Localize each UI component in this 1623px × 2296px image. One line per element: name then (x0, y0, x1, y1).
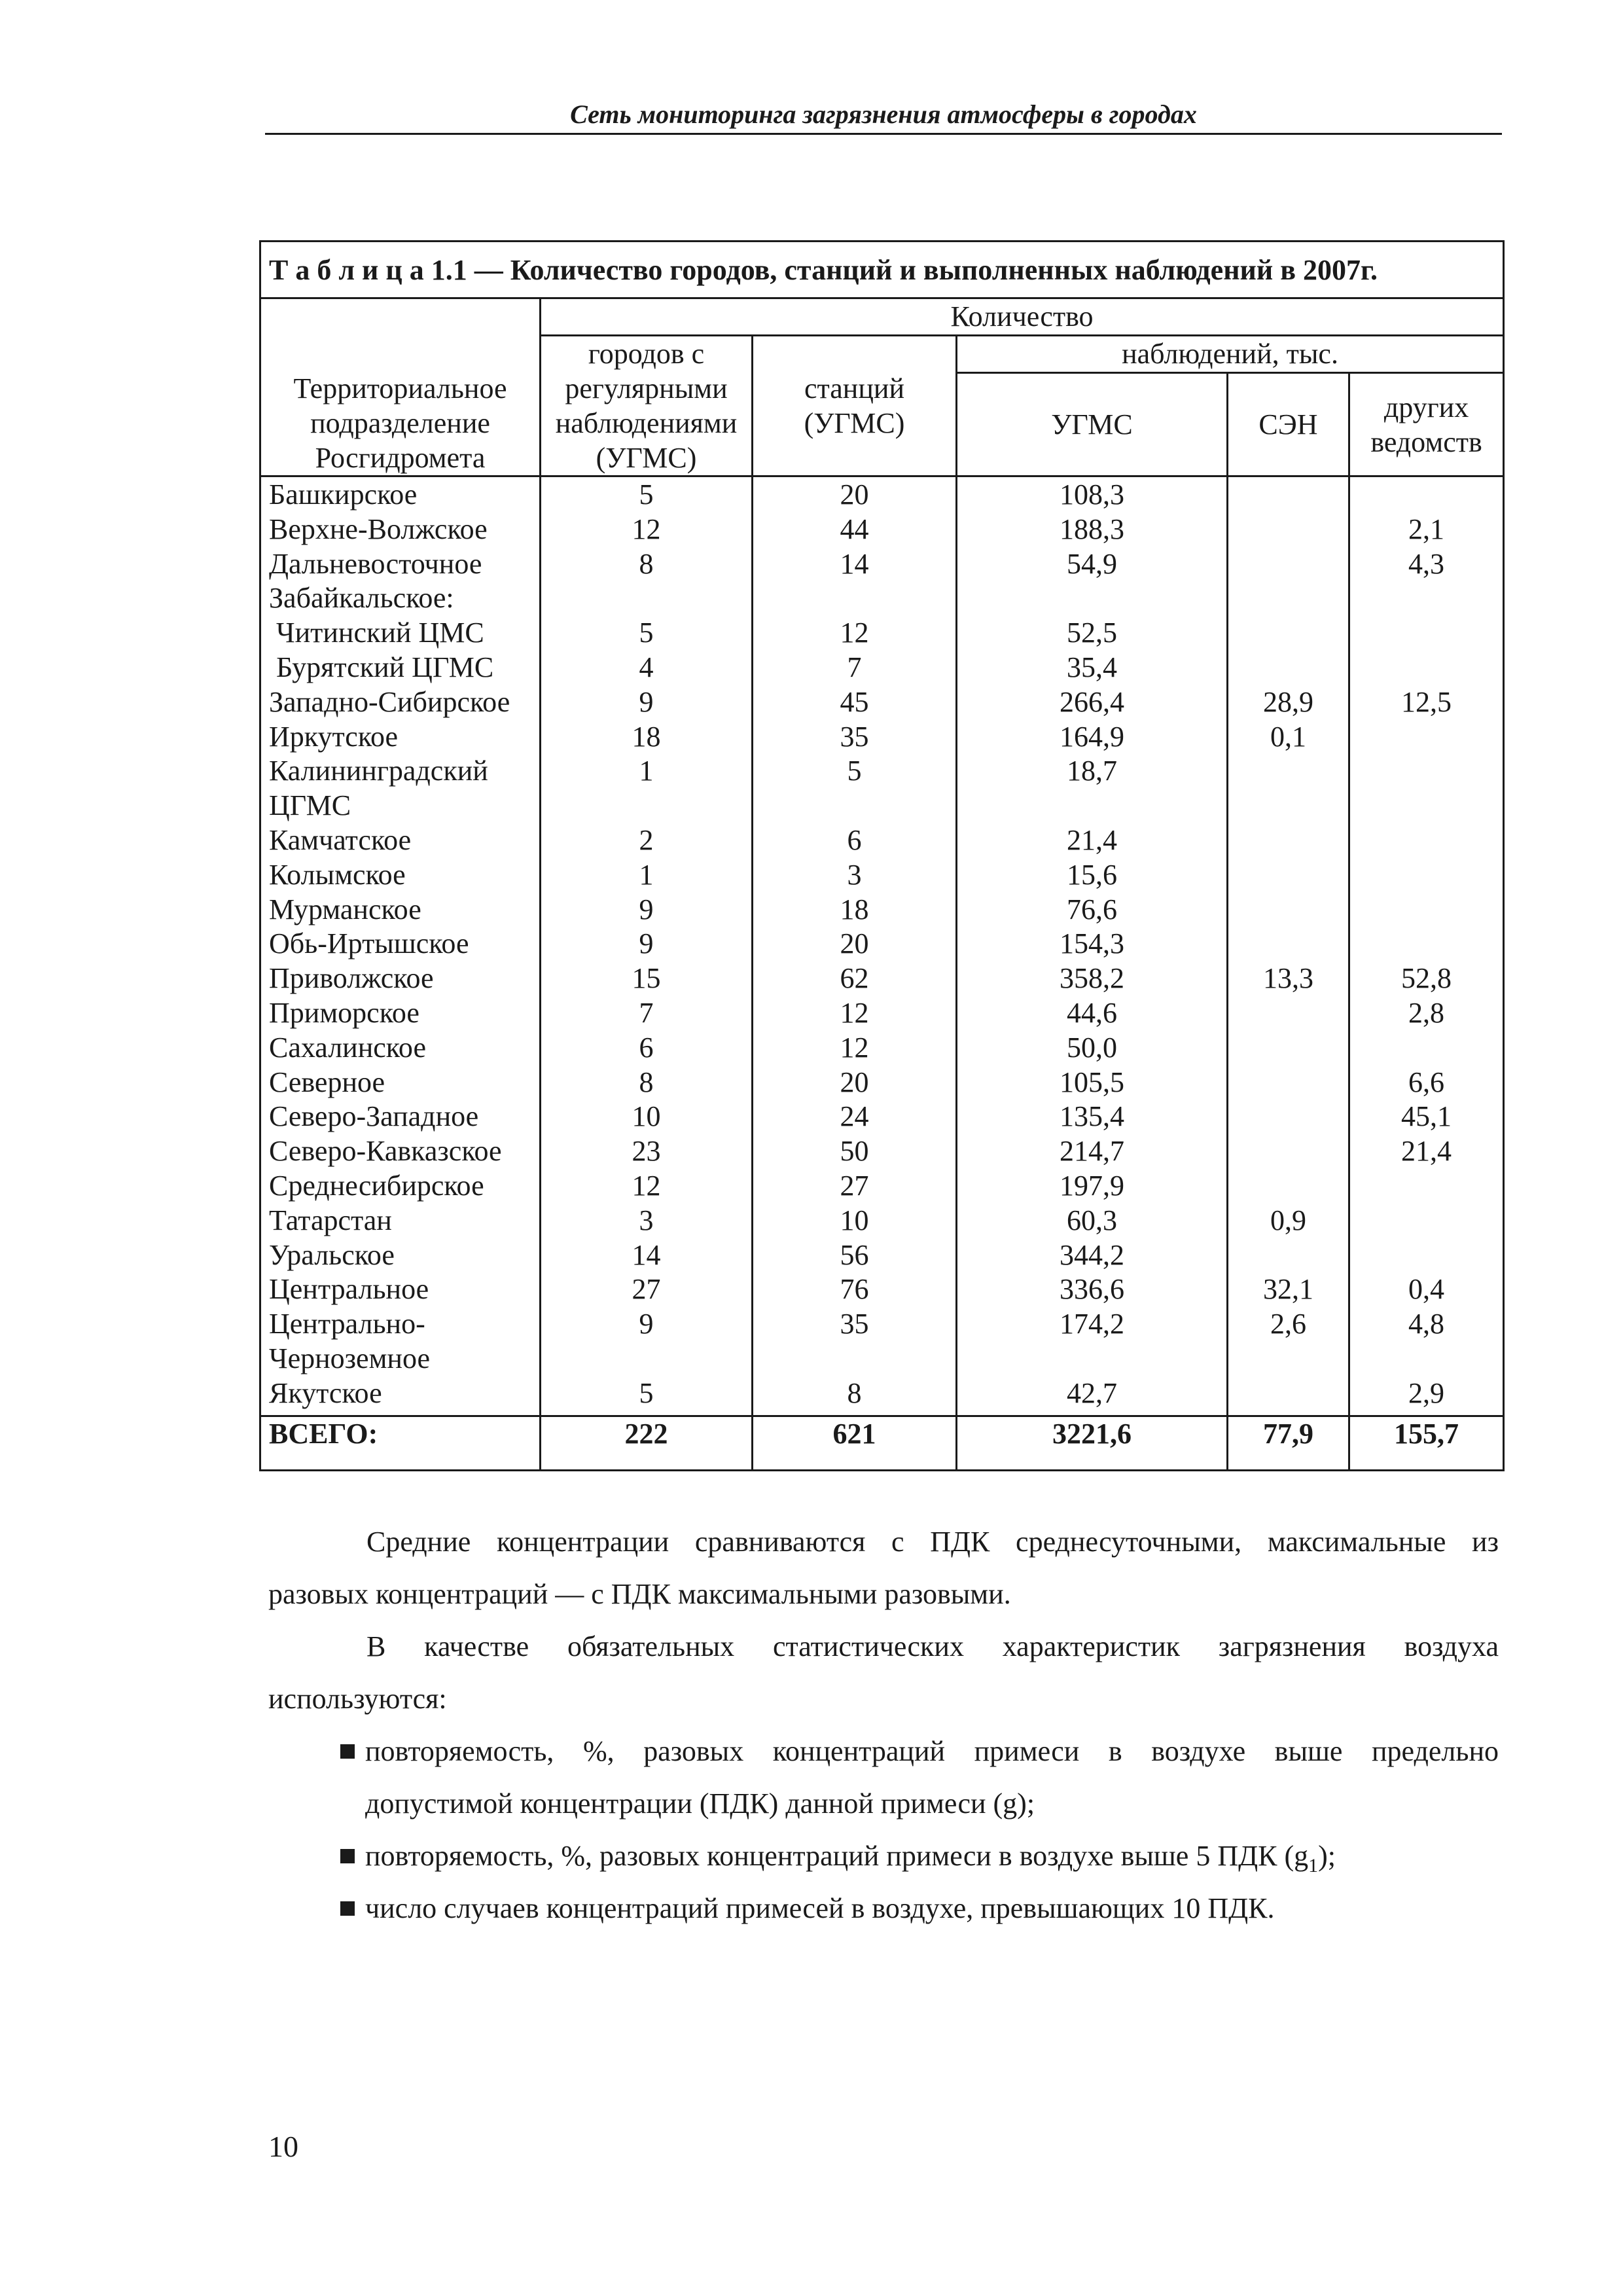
table-cell-name: Татарстан (269, 1204, 392, 1236)
table-cell-name: Северное (269, 1066, 385, 1098)
table-cell-ugms: 15,6 (1067, 858, 1117, 891)
table-cell-ugms: 344,2 (1060, 1238, 1124, 1271)
table-cell-name: Северо-Западное (269, 1100, 479, 1133)
table-cell-ugms: 50,0 (1067, 1031, 1117, 1064)
table-cell-sen (1228, 858, 1348, 893)
table-cell-name: Забайкальское: (269, 582, 454, 615)
table-cell-other (1350, 616, 1503, 651)
table-cell-stations: 76 (840, 1273, 869, 1306)
table-cell-name: Сахалинское (269, 1031, 427, 1064)
table-cell-stations: 35 (840, 720, 869, 753)
table-cell-stations (753, 1342, 955, 1376)
table-cell-name: Черноземное (269, 1342, 431, 1374)
bullet-item (365, 1725, 1499, 1830)
table-cell-sen (1228, 581, 1348, 616)
paragraph-2-line-2: используются: (268, 1683, 447, 1715)
column-other (1349, 476, 1504, 1416)
table-cell-name: Центрально- (269, 1308, 425, 1340)
table-cell-sen (1228, 1066, 1348, 1100)
table-cell-cities: 5 (639, 1376, 654, 1409)
table-cell-stations: 12 (840, 996, 869, 1029)
table-cell-sen (1228, 1031, 1348, 1066)
table-cell-other (1350, 858, 1503, 893)
table-cell-cities: 8 (639, 1066, 654, 1098)
col-header-cities-l4: (УГМС) (596, 442, 697, 474)
table-cell-ugms: 76,6 (1067, 893, 1117, 925)
table-cell-other (1350, 927, 1503, 961)
page-number: 10 (268, 2130, 298, 2163)
table-cell-other (1350, 754, 1503, 789)
square-bullet-icon (340, 1849, 355, 1863)
col-header-other-l2: ведомств (1370, 425, 1482, 458)
total-other: 155,7 (1349, 1416, 1504, 1470)
column-cities (541, 476, 753, 1416)
stations-table (259, 240, 1505, 1471)
col-header-territory-l1: Территориальное (293, 372, 507, 404)
table-cell-sen (1228, 1169, 1348, 1204)
table-cell-cities: 3 (639, 1204, 654, 1236)
bullet-1-line-2: допустимой концентрации (ПДК) данной примеси (g); (365, 1787, 1035, 1820)
table-cell-sen (1228, 512, 1348, 547)
paragraph-2-line-1: В качестве обязательных статистических характеристик загрязнения воздуха (366, 1630, 1499, 1662)
column-ugms (957, 476, 1228, 1416)
table-cell-ugms: 52,5 (1067, 617, 1117, 649)
col-header-quantity: Количество (541, 298, 1504, 336)
column-stations (753, 476, 957, 1416)
bullet-2-text (365, 1840, 1336, 1876)
table-cell-stations: 5 (847, 755, 862, 787)
total-ugms: 3221,6 (957, 1416, 1228, 1470)
table-cell-stations (753, 789, 955, 823)
square-bullet-icon (340, 1901, 355, 1916)
col-header-other-l1: других (1383, 391, 1469, 423)
table-cell-sen: 2,6 (1270, 1308, 1306, 1340)
table-cell-other (1350, 1031, 1503, 1066)
table-cell-other (1350, 1342, 1503, 1376)
col-header-cities-l2: регулярными (565, 372, 728, 404)
table-cell-name: Дальневосточное (269, 547, 482, 580)
table-cell-stations: 3 (847, 858, 862, 891)
table-cell-stations: 8 (847, 1376, 862, 1409)
table-cell-cities (541, 1342, 751, 1376)
table-cell-stations: 12 (840, 617, 869, 649)
table-cell-ugms: 35,4 (1067, 651, 1117, 683)
table-cell-stations: 18 (840, 893, 869, 925)
table-cell-other: 52,8 (1401, 962, 1452, 995)
col-header-stations-l2: (УГМС) (804, 407, 905, 439)
table-cell-name: Башкирское (269, 478, 418, 511)
table-cell-cities: 1 (639, 858, 654, 891)
total-stations: 621 (753, 1416, 957, 1470)
table-cell-stations: 62 (840, 962, 869, 995)
table-cell-sen (1228, 1238, 1348, 1273)
table-cell-sen (1228, 893, 1348, 927)
col-header-cities-l1: городов с (588, 338, 705, 370)
total-sen: 77,9 (1228, 1416, 1349, 1470)
header-rule (265, 133, 1502, 135)
table-cell-cities: 7 (639, 996, 654, 1029)
table-cell-ugms: 188,3 (1060, 512, 1124, 545)
column-sen (1228, 476, 1349, 1416)
table-cell-ugms: 60,3 (1067, 1204, 1117, 1236)
paragraph-1 (268, 1516, 1499, 1621)
table-cell-sen (1228, 927, 1348, 961)
bullet-3-text: число случаев концентраций примесей в воздухе, превышающих 10 ПДК. (365, 1892, 1275, 1924)
table-cell-sen (1228, 1342, 1348, 1376)
table-cell-name: Якутское (269, 1376, 382, 1409)
table-cell-other: 2,1 (1408, 512, 1445, 545)
table-cell-sen: 32,1 (1263, 1273, 1313, 1306)
table-cell-sen (1228, 547, 1348, 582)
total-cities: 222 (541, 1416, 753, 1470)
table-cell-sen (1228, 616, 1348, 651)
table-cell-sen (1228, 478, 1348, 512)
table-cell-stations: 10 (840, 1204, 869, 1236)
table-cell-other: 6,6 (1408, 1066, 1445, 1098)
table-cell-cities: 9 (639, 1308, 654, 1340)
table-cell-stations: 20 (840, 478, 869, 511)
table-cell-name: Калининградский (269, 755, 488, 787)
table-cell-sen (1228, 823, 1348, 858)
table-cell-stations: 35 (840, 1308, 869, 1340)
table-cell-other: 21,4 (1401, 1135, 1452, 1168)
table-cell-cities: 8 (639, 547, 654, 580)
table-cell-cities: 14 (632, 1238, 661, 1271)
table-cell-other (1350, 789, 1503, 823)
paragraph-2 (268, 1621, 1499, 1725)
table-cell-stations (753, 581, 955, 616)
table-cell-other: 2,9 (1408, 1376, 1445, 1409)
table-cell-cities: 4 (639, 651, 654, 683)
paragraph-1-line-2: разовых концентраций — с ПДК максимальными разовыми. (268, 1578, 1011, 1610)
bullet-2-main: повторяемость, %, разовых концентраций примеси в воздухе выше 5 ПДК (g (365, 1840, 1309, 1872)
table-cell-cities: 6 (639, 1031, 654, 1064)
running-header: Сеть мониторинга загрязнения атмосферы в городах (570, 99, 1197, 129)
table-cell-other: 12,5 (1401, 685, 1452, 718)
table-cell-stations: 7 (847, 651, 862, 683)
table-cell-name: Приволжское (269, 962, 434, 995)
table-cell-cities (541, 581, 751, 616)
table-cell-cities: 15 (632, 962, 661, 995)
table-cell-ugms: 214,7 (1060, 1135, 1124, 1168)
table-cell-stations: 20 (840, 1066, 869, 1098)
table-cell-cities: 2 (639, 823, 654, 856)
table-cell-cities: 18 (632, 720, 661, 753)
table-cell-name: Колымское (269, 858, 406, 891)
table-cell-sen (1228, 1100, 1348, 1134)
table-cell-other (1350, 893, 1503, 927)
table-body (260, 476, 1504, 1416)
table-cell-cities: 5 (639, 478, 654, 511)
table-cell-ugms: 266,4 (1060, 685, 1124, 718)
table-cell-sen: 28,9 (1263, 685, 1313, 718)
table-cell-cities: 9 (639, 893, 654, 925)
table-cell-name: Верхне-Волжское (269, 512, 488, 545)
table-cell-name: Западно-Сибирское (269, 685, 510, 718)
col-header-cities-l3: наблюдениями (555, 407, 738, 439)
col-header-territory (260, 298, 541, 476)
table-cell-stations: 27 (840, 1169, 869, 1202)
col-header-stations-l1: станций (804, 372, 904, 404)
table-cell-stations: 24 (840, 1100, 869, 1133)
table-cell-cities: 5 (639, 617, 654, 649)
table-cell-ugms: 108,3 (1060, 478, 1124, 511)
bullet-2-tail: ); (1318, 1840, 1336, 1872)
table-cell-sen (1228, 754, 1348, 789)
table-cell-cities: 12 (632, 512, 661, 545)
square-bullet-icon (340, 1744, 355, 1759)
table-cell-name: Уральское (269, 1238, 395, 1271)
table-cell-ugms: 154,3 (1060, 927, 1124, 960)
table-cell-other (1350, 1204, 1503, 1238)
table-cell-cities: 23 (632, 1135, 661, 1168)
table-cell-sen (1228, 651, 1348, 685)
table-cell-ugms: 54,9 (1067, 547, 1117, 580)
table-cell-cities: 12 (632, 1169, 661, 1202)
table-cell-stations: 20 (840, 927, 869, 960)
table-cell-sen (1228, 996, 1348, 1031)
table-cell-other (1350, 478, 1503, 512)
bullet-2-subscript: 1 (1308, 1854, 1319, 1876)
col-header-cities (541, 336, 753, 476)
table-cell-ugms (957, 581, 1226, 616)
col-header-other (1349, 373, 1504, 476)
col-header-stations (753, 336, 957, 476)
table-cell-other (1350, 651, 1503, 685)
table-cell-ugms: 18,7 (1067, 755, 1117, 787)
total-row (260, 1416, 1504, 1470)
table-cell-stations: 56 (840, 1238, 869, 1271)
table-cell-other (1350, 1169, 1503, 1204)
table-cell-sen (1228, 1134, 1348, 1169)
table-cell-name: Обь-Иртышское (269, 927, 469, 960)
table-cell-name: Мурманское (269, 893, 421, 925)
table-cell-ugms: 358,2 (1060, 962, 1124, 995)
table-cell-cities (541, 789, 751, 823)
table-cell-cities: 27 (632, 1273, 661, 1306)
col-header-sen: СЭН (1228, 373, 1349, 476)
column-territory-names (260, 476, 541, 1416)
table-cell-cities: 9 (639, 685, 654, 718)
table-cell-ugms: 21,4 (1067, 823, 1117, 856)
table-cell-sen (1228, 1376, 1348, 1411)
table-cell-name: Приморское (269, 996, 419, 1029)
total-label: ВСЕГО: (260, 1416, 541, 1470)
table-cell-other: 0,4 (1408, 1273, 1445, 1306)
table-caption: Т а б л и ц а 1.1 — Количество городов, станций и выполненных наблюдений в 2007г. (260, 242, 1504, 298)
table-cell-ugms: 336,6 (1060, 1273, 1124, 1306)
table-cell-stations: 12 (840, 1031, 869, 1064)
table-cell-ugms: 174,2 (1060, 1308, 1124, 1340)
table-cell-other: 4,8 (1408, 1308, 1445, 1340)
table-cell-ugms (957, 789, 1226, 823)
table-cell-stations: 44 (840, 512, 869, 545)
table-cell-name: Северо-Кавказское (269, 1135, 502, 1168)
col-header-territory-l3: Росгидромета (315, 442, 486, 474)
table-cell-other (1350, 823, 1503, 858)
table-cell-sen: 0,1 (1270, 720, 1306, 753)
table-cell-name: Среднесибирское (269, 1169, 484, 1202)
table-cell-cities: 10 (632, 1100, 661, 1133)
table-cell-ugms: 42,7 (1067, 1376, 1117, 1409)
table-cell-sen: 13,3 (1263, 962, 1313, 995)
col-header-observations: наблюдений, тыс. (957, 336, 1504, 373)
table-cell-name: Центральное (269, 1273, 429, 1306)
col-header-ugms: УГМС (957, 373, 1228, 476)
table-cell-ugms: 135,4 (1060, 1100, 1124, 1133)
table-cell-ugms (957, 1342, 1226, 1376)
table-cell-other: 2,8 (1408, 996, 1445, 1029)
bullet-item (365, 1882, 1499, 1935)
table-cell-cities: 9 (639, 927, 654, 960)
table-cell-sen: 0,9 (1270, 1204, 1306, 1236)
table-cell-other (1350, 1238, 1503, 1273)
paragraph-1-line-1: Средние концентрации сравниваются с ПДК среднесуточными, максимальные из (366, 1526, 1499, 1558)
table-cell-stations: 14 (840, 547, 869, 580)
table-cell-cities: 1 (639, 755, 654, 787)
table-cell-stations: 6 (847, 823, 862, 856)
table-cell-ugms: 44,6 (1067, 996, 1117, 1029)
table-cell-other (1350, 720, 1503, 755)
table-cell-other: 4,3 (1408, 547, 1445, 580)
table-cell-ugms: 164,9 (1060, 720, 1124, 753)
table-cell-ugms: 197,9 (1060, 1169, 1124, 1202)
table-cell-name: Бурятский ЦГМС (269, 651, 494, 683)
table-cell-other: 45,1 (1401, 1100, 1452, 1133)
table-cell-sen (1228, 789, 1348, 823)
table-cell-name: ЦГМС (269, 789, 351, 822)
table-cell-other (1350, 581, 1503, 616)
table-cell-stations: 45 (840, 685, 869, 718)
table-cell-name: Камчатское (269, 823, 412, 856)
table-cell-name: Иркутское (269, 720, 399, 753)
table-cell-stations: 50 (840, 1135, 869, 1168)
table-cell-ugms: 105,5 (1060, 1066, 1124, 1098)
table-cell-name: Читинский ЦМС (269, 617, 484, 649)
bullet-1-line-1: повторяемость, %, разовых концентраций примеси в воздухе выше предельно (365, 1735, 1499, 1767)
col-header-territory-l2: подразделение (310, 407, 490, 439)
